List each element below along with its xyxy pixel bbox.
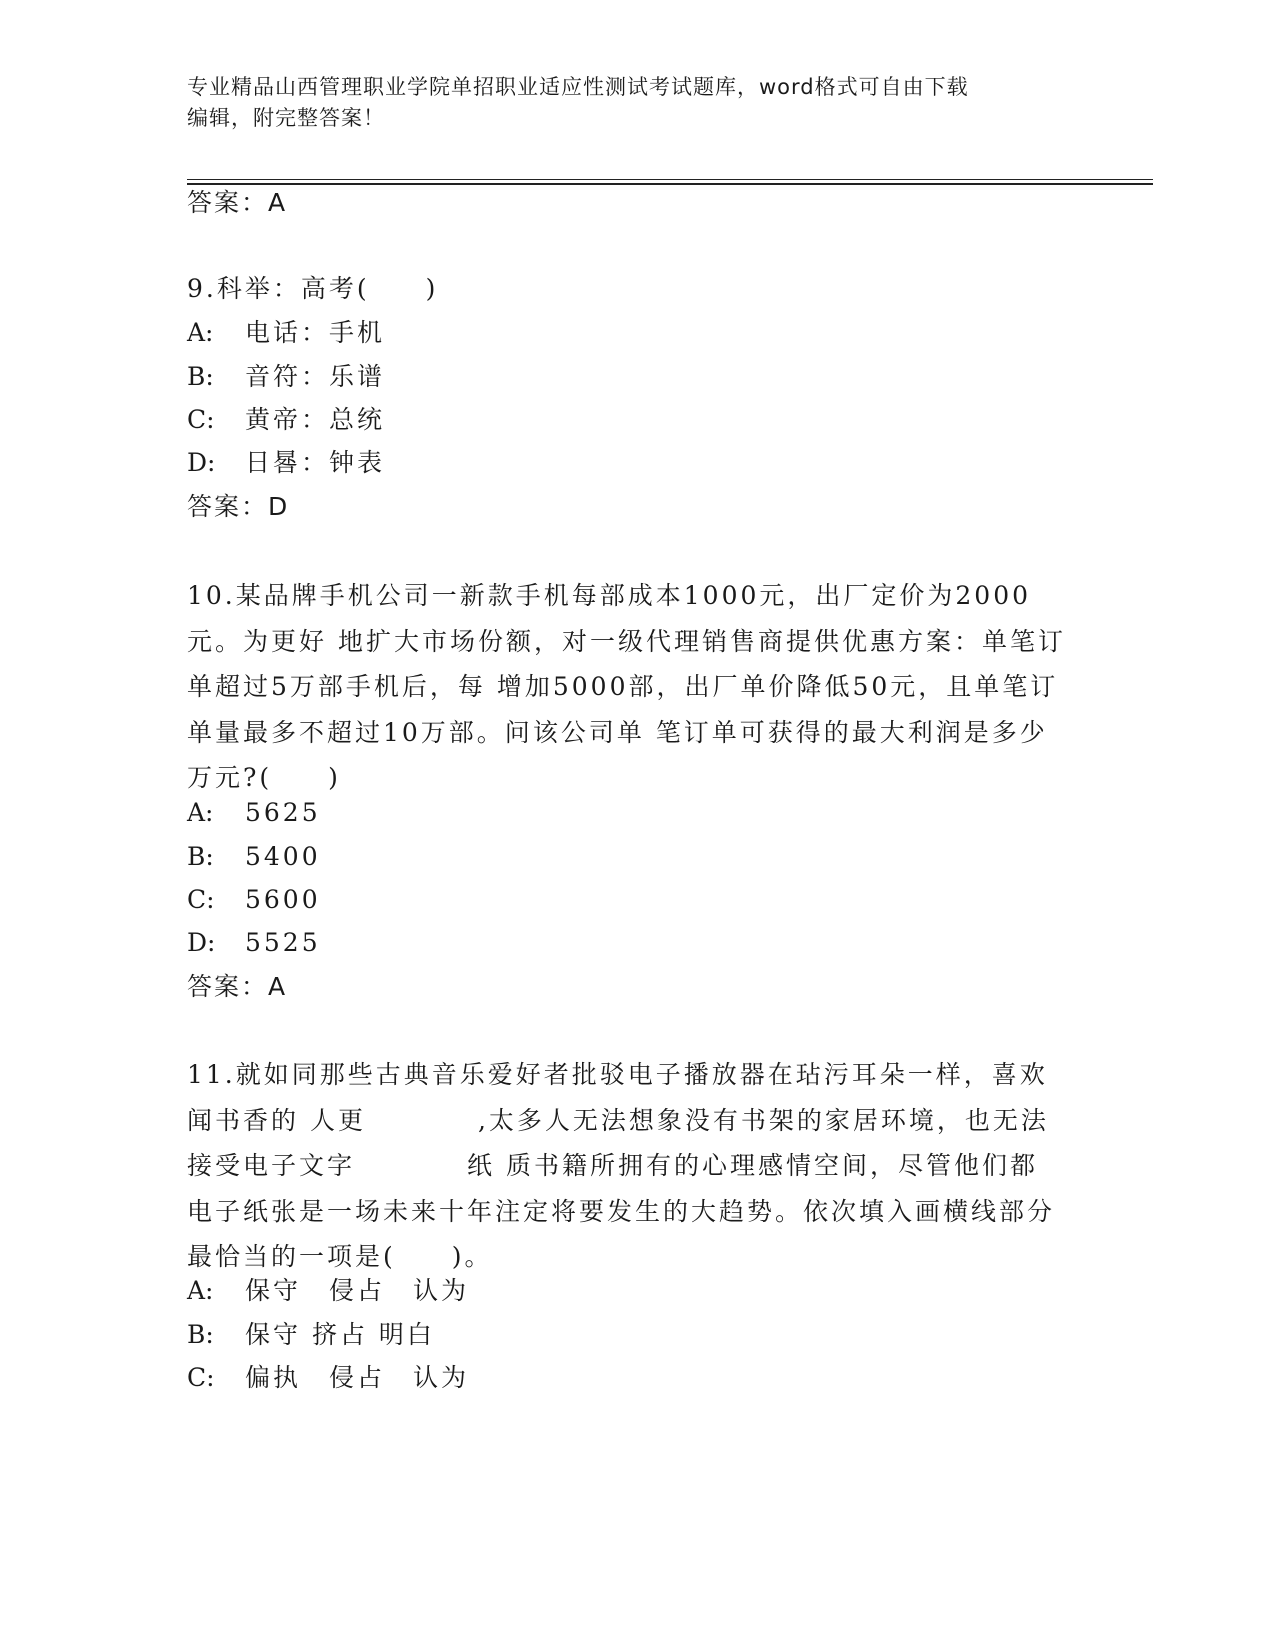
option-text: 电话：手机 [245, 318, 386, 347]
question-10-option-a [187, 796, 321, 830]
page-header [187, 72, 1067, 134]
option-label: C: [187, 885, 215, 914]
option-text: 5400 [245, 842, 321, 871]
option-text: 黄帝：总统 [245, 405, 386, 434]
option-text: 保守 侵占 认为 [245, 1276, 470, 1305]
question-10-stem: 10.某品牌手机公司一新款手机每部成本1000元，出厂定价为2000元。为更好 地扩大市场份额，对一级代理销售商提供优惠方案：单笔订单超过5万部手机后，每 增加5000部，出厂单价降低50元，且单笔订单量最多不超过10万部。问该公司单 笔订单可获得的最大利润是多少万元?( ) [187, 581, 1066, 792]
option-text: 5625 [245, 798, 321, 827]
previous-answer: 答案：A [187, 188, 288, 217]
option-label: B: [187, 362, 214, 391]
header-rule-thin [187, 179, 1153, 180]
option-label: A: [187, 1276, 214, 1305]
option-label: C: [187, 1363, 215, 1392]
option-text: 保守 挤占 明白 [245, 1320, 435, 1349]
option-label: C: [187, 405, 215, 434]
question-10-option-d [187, 926, 321, 960]
option-text: 偏执 侵占 认为 [245, 1363, 470, 1392]
question-9-option-a [187, 316, 385, 350]
header-line-1: 专业精品山西管理职业学院单招职业适应性测试考试题库，word格式可自由下载 [187, 75, 969, 99]
option-label: B: [187, 1320, 214, 1349]
option-label: B: [187, 842, 214, 871]
option-label: D: [187, 448, 216, 477]
option-text: 5525 [245, 928, 321, 957]
question-10-answer: 答案：A [187, 972, 288, 1001]
option-text: 日晷：钟表 [245, 448, 386, 477]
question-10-option-b [187, 840, 321, 874]
question-11-option-a [187, 1274, 469, 1308]
question-10-option-c [187, 883, 321, 917]
question-9-stem: 9.科举：高考( ) [187, 274, 439, 303]
question-9-option-b [187, 360, 385, 394]
option-label: D: [187, 928, 216, 957]
question-11-stem: 11.就如同那些古典音乐爱好者批驳电子播放器在玷污耳朵一样，喜欢闻书香的 人更 ,太多人无法想象没有书架的家居环境，也无法接受电子文字 纸 质书籍所拥有的心理感情空间，尽管他们都 电子纸张是一场未来十年注定将要发生的大趋势。依次填入画横线部分最恰当的一项是( )。 [187, 1060, 1150, 1271]
option-text: 5600 [245, 885, 321, 914]
option-text: 音符：乐谱 [245, 362, 386, 391]
header-rule-thick [187, 183, 1153, 185]
question-9-option-c [187, 403, 385, 437]
question-9-answer: 答案：D [187, 492, 290, 521]
question-9-option-d [187, 446, 385, 480]
question-11-option-c [187, 1361, 469, 1395]
question-11-option-b [187, 1318, 435, 1352]
option-label: A: [187, 798, 214, 827]
header-line-2: 编辑，附完整答案！ [187, 106, 385, 130]
option-label: A: [187, 318, 214, 347]
